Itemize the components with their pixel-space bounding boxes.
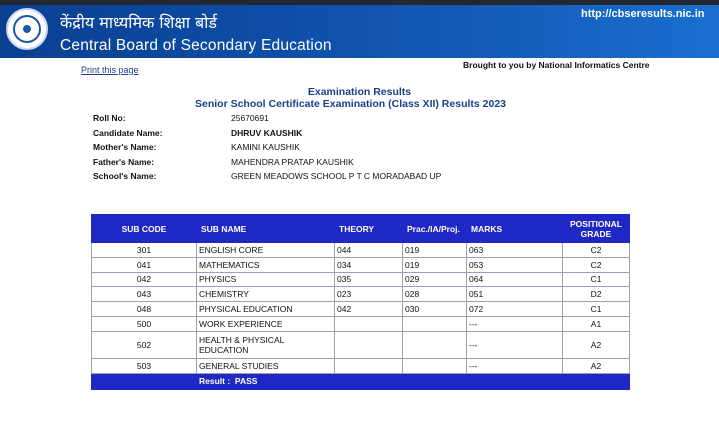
sub-code-cell: 041 bbox=[92, 257, 197, 272]
sub-code-cell: 043 bbox=[92, 287, 197, 302]
grade-cell: C2 bbox=[563, 257, 630, 272]
grade-cell: A2 bbox=[563, 358, 630, 373]
header-practical: Prac./IA/Proj. bbox=[403, 215, 467, 243]
board-title: Central Board of Secondary Education bbox=[60, 37, 332, 54]
marks-table bbox=[91, 214, 630, 390]
result-label: Result : bbox=[199, 376, 231, 387]
father-name-value: MAHENDRA PRATAP KAUSHIK bbox=[231, 156, 354, 167]
result-row bbox=[92, 373, 630, 389]
grade-cell: C2 bbox=[563, 243, 630, 258]
marks-cell: 072 bbox=[467, 302, 563, 317]
sub-name-cell: GENERAL STUDIES bbox=[197, 358, 335, 373]
header-sub-name: SUB NAME bbox=[197, 215, 335, 243]
cbse-logo-icon bbox=[6, 8, 48, 50]
practical-cell bbox=[403, 331, 467, 358]
result-cell bbox=[197, 373, 630, 389]
header-marks: MARKS bbox=[467, 215, 563, 243]
header-positional-grade: POSITIONAL GRADE bbox=[563, 215, 630, 243]
site-url: http://cbseresults.nic.in bbox=[581, 8, 705, 20]
grade-cell: D2 bbox=[563, 287, 630, 302]
result-value: PASS bbox=[234, 376, 258, 387]
header-sub-code: SUB CODE bbox=[92, 215, 197, 243]
table-row bbox=[92, 287, 630, 302]
table-row bbox=[92, 316, 630, 331]
sub-code-cell: 048 bbox=[92, 302, 197, 317]
table-row bbox=[92, 243, 630, 258]
roll-value: 25670691 bbox=[231, 113, 269, 123]
theory-cell: 023 bbox=[335, 287, 403, 302]
mother-name-value: KAMINI KAUSHIK bbox=[231, 142, 300, 152]
theory-cell: 042 bbox=[335, 302, 403, 317]
practical-cell: 028 bbox=[403, 287, 467, 302]
mother-name-label: Mother's Name: bbox=[93, 142, 157, 152]
sub-name-cell: MATHEMATICS bbox=[197, 257, 335, 272]
theory-cell bbox=[335, 316, 403, 331]
table-row bbox=[92, 302, 630, 317]
sub-name-cell: PHYSICS bbox=[197, 272, 335, 287]
credit-text: Brought to you by National Informatics Centre bbox=[463, 60, 650, 70]
header-theory: THEORY bbox=[335, 215, 403, 243]
table-row bbox=[92, 272, 630, 287]
sub-name-cell: HEALTH & PHYSICAL EDUCATION bbox=[197, 331, 335, 358]
results-title: Examination Results bbox=[307, 86, 412, 98]
sub-code-cell: 503 bbox=[92, 358, 197, 373]
sub-name-cell: WORK EXPERIENCE bbox=[197, 316, 335, 331]
practical-cell: 030 bbox=[403, 302, 467, 317]
sub-code-cell: 502 bbox=[92, 331, 197, 358]
theory-cell: 034 bbox=[335, 257, 403, 272]
marks-cell: 051 bbox=[467, 287, 563, 302]
candidate-name-label: Candidate Name: bbox=[93, 127, 163, 138]
marks-cell: 064 bbox=[467, 272, 563, 287]
sub-name-cell: ENGLISH CORE bbox=[197, 243, 335, 258]
print-page-link[interactable]: Print this page bbox=[81, 65, 139, 75]
grade-cell: A1 bbox=[563, 316, 630, 331]
practical-cell: 019 bbox=[403, 257, 467, 272]
marks-cell: 063 bbox=[467, 243, 563, 258]
table-row bbox=[92, 358, 630, 373]
theory-cell: 044 bbox=[335, 243, 403, 258]
marks-cell: --- bbox=[467, 316, 563, 331]
sub-code-cell: 042 bbox=[92, 272, 197, 287]
practical-cell: 019 bbox=[403, 243, 467, 258]
theory-cell: 035 bbox=[335, 272, 403, 287]
exam-title: Senior School Certificate Examination (Class XII) Results 2023 bbox=[195, 98, 507, 110]
grade-cell: C1 bbox=[563, 272, 630, 287]
table-row bbox=[92, 257, 630, 272]
sub-code-cell: 500 bbox=[92, 316, 197, 331]
hindi-board-title: केंद्रीय माध्यमिक शिक्षा बोर्ड bbox=[60, 13, 217, 32]
table-header-row bbox=[92, 215, 630, 243]
candidate-name-value: DHRUV KAUSHIK bbox=[231, 127, 303, 138]
practical-cell bbox=[403, 358, 467, 373]
practical-cell bbox=[403, 316, 467, 331]
theory-cell bbox=[335, 331, 403, 358]
sub-code-cell: 301 bbox=[92, 243, 197, 258]
table-row bbox=[92, 331, 630, 358]
marks-cell: --- bbox=[467, 331, 563, 358]
theory-cell bbox=[335, 358, 403, 373]
sub-name-cell: PHYSICAL EDUCATION bbox=[197, 302, 335, 317]
practical-cell: 029 bbox=[403, 272, 467, 287]
father-name-label: Father's Name: bbox=[93, 156, 155, 167]
site-header bbox=[0, 5, 719, 58]
school-name-value: GREEN MEADOWS SCHOOL P T C MORADABAD UP bbox=[231, 171, 442, 181]
grade-cell: A2 bbox=[563, 331, 630, 358]
roll-label: Roll No: bbox=[93, 113, 126, 123]
marks-cell: --- bbox=[467, 358, 563, 373]
grade-cell: C1 bbox=[563, 302, 630, 317]
school-name-label: School's Name: bbox=[93, 171, 157, 181]
marks-cell: 053 bbox=[467, 257, 563, 272]
sub-name-cell: CHEMISTRY bbox=[197, 287, 335, 302]
